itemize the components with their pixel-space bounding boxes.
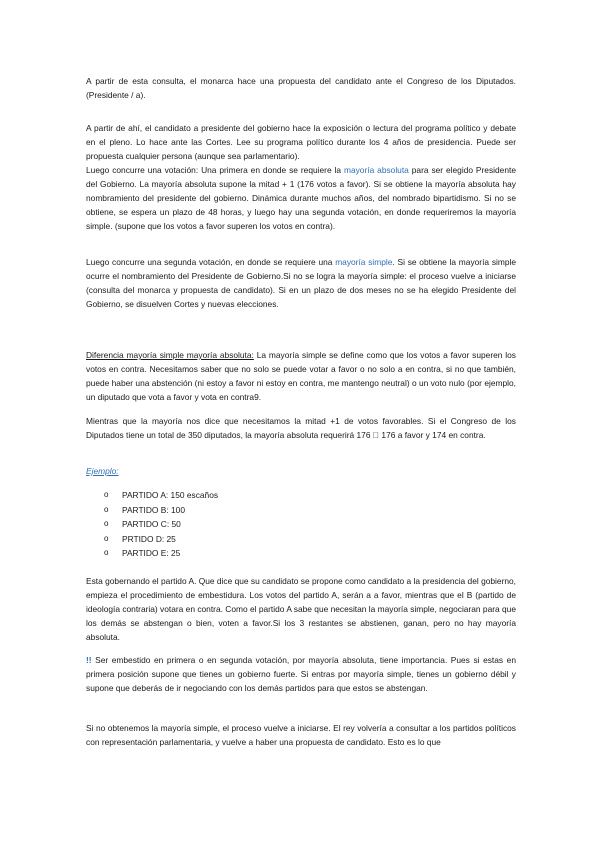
paragraph-reinicio (86, 721, 516, 749)
list-item (86, 546, 218, 561)
list-item-label: PARTIDO C: 50 (122, 519, 181, 530)
paragraph-text: Luego concurre una segunda votación, en donde se requiere una (86, 257, 336, 267)
paragraph-text: Si no obtenemos la mayoría simple, el proceso vuelve a iniciarse. El rey volvería a consultar a los partidos políticos con representación parlamentaria, y vuelve a haber una propuesta de candidato. Esto es lo que (86, 723, 516, 747)
paragraph-text: A partir de esta consulta, el monarca hace una propuesta del candidato ante el Congreso de los Diputados. (Presidente / a). (86, 76, 516, 100)
party-list (86, 488, 218, 561)
list-item-label: PRTIDO D: 25 (122, 533, 176, 544)
list-item (86, 532, 218, 547)
section-heading: Diferencia mayoría simple mayoría absoluta: (86, 350, 254, 360)
list-item-label: PARTIDO B: 100 (122, 504, 185, 515)
paragraph-primera-votacion (86, 163, 516, 233)
paragraph-text: La mayoría simple se define como que los votos a favor superen los votos en contra. Necesitamos saber que no solo se puede votar a favor o no solo a en contra, si no que también, puede haber una abstención (ni estoy a favor ni estoy en contra, me mantengo neutral) o un voto nulo (por ejemplo, un diputado que vota a favor y vota en contra9. (86, 350, 516, 402)
bullet-icon: o (104, 504, 109, 514)
bullet-icon: o (104, 490, 109, 499)
paragraph-text: A partir de ahí, el candidato a presidente del gobierno hace la exposición o lectura del programa político y debate en el pleno. Lo hace ante las Cortes. Lee su programa político durante los 4 años de presidencia. Puede ser propuesta cualquier persona (aunque sea parlamentario). (86, 123, 516, 161)
mayoria-absoluta-link[interactable]: mayoría absoluta (343, 165, 409, 175)
paragraph-text: . Si se obtiene la mayoría simple ocurre el nombramiento del Presidente de Gobierno.Si no se logra la mayoría simple: el proceso vuelve a iniciarse (consulta del monarca y propuesta de candidato). Si en un plazo de dos meses no se ha elegido Presidente del Gobierno, se disuelven Cortes y nuevas elecciones. (86, 257, 517, 309)
list-item-label: PARTIDO E: 25 (122, 548, 181, 559)
ejemplo-heading (86, 464, 516, 478)
paragraph-diferencia (86, 348, 516, 404)
mayoria-simple-link[interactable]: mayoría simple (335, 257, 393, 267)
bullet-icon: o (104, 519, 109, 529)
ejemplo-link[interactable]: Ejemplo: (86, 466, 119, 476)
list-item (86, 503, 218, 518)
paragraph-ejemplo-explicacion (86, 574, 516, 644)
list-item (86, 517, 218, 532)
paragraph-text: Esta gobernando el partido A. Que dice que su candidato se propone como candidato a la presidencia del gobierno, empieza el procedimiento de embestidura. Los votos del partido A, serán a a favor, mientras que el B (partido de ideología contraria) votara en contra. Como el partido A sabe que necesitan la mayoría simple, negociaran para que los demás se abstengan o bien, voten a favor.Si los 3 restantes se abstienen, ganan, pero no hay mayoría absoluta. (86, 576, 516, 642)
paragraph-candidato (86, 121, 516, 163)
list-item (86, 488, 218, 503)
paragraph-text: Luego concurre una votación: Una primera en donde se requiere la (86, 165, 344, 175)
bullet-icon: o (104, 548, 109, 558)
bullet-icon: o (104, 533, 109, 543)
list-item-label: PARTIDO A: 150 escaños (122, 490, 219, 500)
paragraph-mayoria-absoluta (86, 414, 516, 442)
paragraph-consulta (86, 74, 516, 102)
paragraph-segunda-votacion (86, 255, 516, 311)
paragraph-text: Mientras que la mayoría nos dice que necesitamos la mitad +1 de votos favorables. Si el Congreso de los Diputados tiene un total de 350 diputados, la mayoría absoluta requerirá 176   176 a favor y 174 en contra. (86, 416, 516, 440)
paragraph-embestido (86, 653, 516, 695)
paragraph-text: para ser elegido Presidente del Gobierno. La mayoría absoluta supone la mitad + 1 (176 votos a favor). Si se obtiene la mayoría absoluta hay nombramiento del presidente del gobierno. Dinámica durante muchos años, del nombrado bipartidismo. Si no se obtiene, se espera un plazo de 48 horas, y luego hay una segunda votación, en donde requeriremos la mayoría simple. (supone que los votos a favor superen los votos en contra). (86, 165, 516, 231)
paragraph-text: Ser embestido en primera o en segunda votación, por mayoría absoluta, tiene importancia. Pues si estas en primera posición supone que tienes un gobierno fuerte. Si entras por mayoría simple, tienes un gobierno débil y supone que deberás de ir negociando con los demás partidos para que estos se abstengan. (86, 655, 516, 693)
attention-mark: !! (86, 655, 92, 665)
